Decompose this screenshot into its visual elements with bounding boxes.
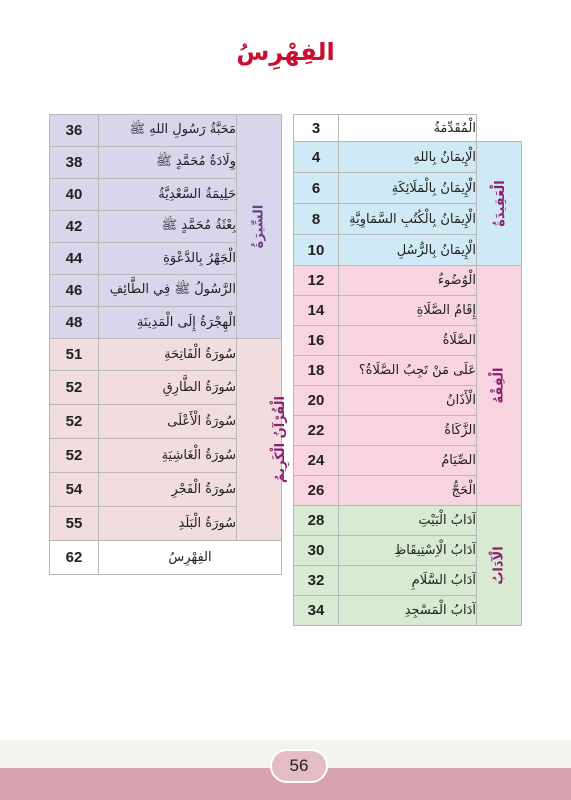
toc-page-number: 16	[294, 326, 339, 356]
toc-page-number: 36	[50, 115, 99, 147]
page-number: 56	[270, 749, 328, 783]
toc-page-number: 55	[50, 507, 99, 541]
toc-page-number: 26	[294, 476, 339, 506]
toc-row[interactable]	[50, 339, 282, 371]
toc-entry-title: الْجَهْرُ بِالدَّعْوَةِ	[99, 243, 237, 275]
toc-page-number: 52	[50, 439, 99, 473]
toc-page-number: 28	[294, 506, 339, 536]
toc-entry-title: الزَّكَاةُ	[339, 416, 477, 446]
toc-row[interactable]	[50, 115, 282, 147]
toc-entry-title: سُورَةُ الْبَلَدِ	[99, 507, 237, 541]
toc-entry-title: سُورَةُ الْفَجْرِ	[99, 473, 237, 507]
toc-entry-title: الْمُقَدِّمَةُ	[339, 115, 477, 142]
toc-page-number: 12	[294, 266, 339, 296]
toc-page-number: 40	[50, 179, 99, 211]
toc-entry-title: إِقَامُ الصَّلَاةِ	[339, 296, 477, 326]
toc-page-number: 10	[294, 235, 339, 266]
toc-entry-title: سُورَةُ الْأَعْلَى	[99, 405, 237, 439]
toc-entry-title: سُورَةُ الطَّارِقِ	[99, 371, 237, 405]
toc-page-number: 32	[294, 566, 339, 596]
toc-page-number: 30	[294, 536, 339, 566]
toc-entry-title: الْهِجْرَةُ إِلَى الْمَدِينَةِ	[99, 307, 237, 339]
toc-page-number: 52	[50, 405, 99, 439]
toc-entry-title: الرَّسُولُ ﷺ فِي الطَّائِفِ	[99, 275, 237, 307]
toc-entry-title: الْحَجُّ	[339, 476, 477, 506]
toc-entry-title: سُورَةُ الْغَاشِيَةِ	[99, 439, 237, 473]
toc-entry-title: الصَّلَاةُ	[339, 326, 477, 356]
toc-entry-title: وِلَادَةُ مُحَمَّدٍ ﷺ	[99, 147, 237, 179]
toc-page-number: 44	[50, 243, 99, 275]
toc-row[interactable]	[294, 115, 522, 142]
toc-entry-title: الْوُضُوءُ	[339, 266, 477, 296]
section-label-aqeeda: الْعَقِيدَةُ	[477, 142, 522, 266]
toc-row[interactable]	[294, 142, 522, 173]
section-label-quran: الْقُرْآنُ الْكَرِيمُ	[237, 339, 282, 541]
toc-entry-title: آدَابُ الْمَسْجِدِ	[339, 596, 477, 626]
toc-page-number: 62	[50, 541, 99, 575]
page-title: الفِهْرِسُ	[236, 38, 335, 66]
section-label-fiqh: الْفِقْهُ	[477, 266, 522, 506]
toc-page-number: 38	[50, 147, 99, 179]
toc-entry-title: آدَابُ الْبَيْتِ	[339, 506, 477, 536]
toc-row[interactable]	[294, 506, 522, 536]
toc-page-number: 8	[294, 204, 339, 235]
toc-entry-title: الْإِيمَانُ بِالرُّسُلِ	[339, 235, 477, 266]
toc-entry-title: عَلَى مَنْ تَجِبُ الصَّلَاةُ؟	[339, 356, 477, 386]
toc-page-number: 6	[294, 173, 339, 204]
toc-page-number: 42	[50, 211, 99, 243]
toc-entry-title: الصِّيَامُ	[339, 446, 477, 476]
toc-page-number: 3	[294, 115, 339, 142]
toc-entry-title: حَلِيمَةُ السَّعْدِيَّةُ	[99, 179, 237, 211]
toc-entry-title: آدَابُ الْاِسْتِيقَاظِ	[339, 536, 477, 566]
toc-table-left	[49, 114, 288, 575]
toc-entry-title: الفِهْرِسُ	[99, 541, 282, 575]
toc-entry-title: سُورَةُ الْفَاتِحَةِ	[99, 339, 237, 371]
toc-entry-title: الْإِيمَانُ بِالْمَلَائِكَةِ	[339, 173, 477, 204]
toc-entry-title: بِعْثَةُ مُحَمَّدٍ ﷺ	[99, 211, 237, 243]
toc-page-number: 14	[294, 296, 339, 326]
toc-page-number: 54	[50, 473, 99, 507]
section-label-seerah: السِّيرَةُ	[237, 115, 282, 339]
toc-page-number: 52	[50, 371, 99, 405]
toc-page-number: 24	[294, 446, 339, 476]
toc-entry-title: الْإِيمَانُ بِالْكُتُبِ السَّمَاوِيَّةِ	[339, 204, 477, 235]
toc-page-number: 22	[294, 416, 339, 446]
toc-page-number: 4	[294, 142, 339, 173]
toc-entry-title: الْأَذَانُ	[339, 386, 477, 416]
section-label-adab: الْآدَابُ	[477, 506, 522, 626]
toc-page-number: 20	[294, 386, 339, 416]
toc-table-right	[293, 114, 522, 626]
toc-page-number: 34	[294, 596, 339, 626]
toc-page-number: 51	[50, 339, 99, 371]
toc-entry-title: آدَابُ السَّلَامِ	[339, 566, 477, 596]
toc-entry-title: مَحَبَّةُ رَسُولِ اللهِ ﷺ	[99, 115, 237, 147]
toc-row[interactable]	[294, 266, 522, 296]
toc-entry-title: الْإِيمَانُ بِاللهِ	[339, 142, 477, 173]
toc-page-number: 48	[50, 307, 99, 339]
toc-page-number: 18	[294, 356, 339, 386]
toc-row[interactable]	[50, 541, 282, 575]
toc-page-number: 46	[50, 275, 99, 307]
